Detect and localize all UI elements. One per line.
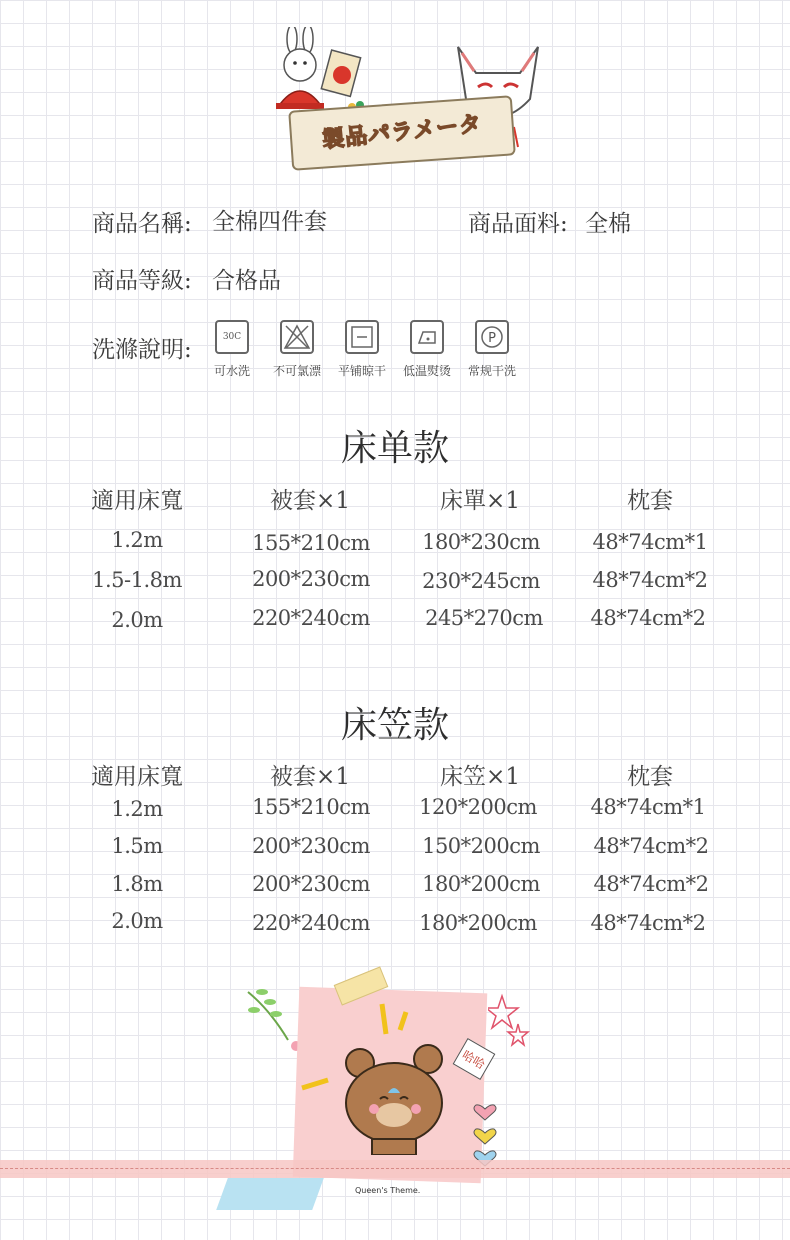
table-header: 床單×1 — [440, 488, 520, 514]
care-label: 可水洗 — [213, 364, 250, 378]
fabric-value: 全棉 — [585, 211, 631, 237]
dry-clean-letter: P — [488, 331, 496, 346]
table-cell: 180*230cm — [422, 530, 540, 554]
table-cell: 200*230cm — [252, 834, 370, 858]
table-cell: 1.2m — [111, 797, 163, 821]
table-cell: 150*200cm — [422, 834, 540, 858]
product-name-label: 商品名稱: — [92, 211, 192, 237]
banner-title: 製品パラメータ — [321, 110, 484, 154]
table-cell: 1.5m — [111, 834, 163, 858]
table-header: 適用床寬 — [91, 488, 183, 514]
wash-30c-icon — [215, 320, 249, 354]
sparkle-marks-icon — [370, 1000, 420, 1040]
care-label: 平铺晾干 — [337, 364, 386, 378]
table-header: 床笠×1 — [440, 764, 520, 790]
table-cell: 120*200cm — [419, 795, 537, 819]
table-cell: 1.2m — [111, 528, 163, 552]
blue-paper-piece — [216, 1178, 324, 1210]
dry-clean-p-icon — [475, 320, 509, 354]
grade-label: 商品等級: — [92, 268, 192, 294]
leaf-sprig-icon — [240, 980, 300, 1060]
table-cell: 180*200cm — [419, 911, 537, 935]
table-cell: 48*74cm*2 — [592, 568, 708, 592]
iron-low-icon — [410, 320, 444, 354]
table-cell: 2.0m — [111, 909, 163, 933]
table-cell: 180*200cm — [422, 872, 540, 896]
table-cell: 200*230cm — [252, 872, 370, 896]
care-label: 不可氯漂 — [272, 364, 321, 378]
table-cell: 48*74cm*2 — [593, 834, 709, 858]
sheet-section-title: 床单款 — [340, 428, 449, 469]
sparkle-marks-left-icon — [298, 1068, 338, 1098]
product-name-value: 全棉四件套 — [212, 209, 327, 235]
star-doodles-icon — [488, 992, 538, 1052]
table-cell: 230*245cm — [422, 569, 540, 593]
no-bleach-icon — [280, 320, 314, 354]
table-header: 適用床寬 — [91, 764, 183, 790]
table-cell: 155*210cm — [252, 795, 370, 819]
table-header: 枕套 — [627, 488, 673, 514]
table-cell: 2.0m — [111, 608, 163, 632]
care-label: 低温熨烫 — [402, 364, 451, 378]
dry-flat-icon — [345, 320, 379, 354]
care-label: 常规干洗 — [467, 364, 516, 378]
table-cell: 200*230cm — [252, 567, 370, 591]
dashed-stitch-line — [0, 1168, 790, 1169]
header-banner — [240, 25, 560, 165]
bear-illustration — [342, 1043, 446, 1155]
table-cell: 48*74cm*2 — [590, 911, 706, 935]
table-cell: 220*240cm — [252, 606, 370, 630]
table-cell: 48*74cm*1 — [592, 530, 708, 554]
table-cell: 245*270cm — [425, 606, 543, 630]
footer-brand-text: Queen's Theme. — [355, 1186, 421, 1195]
table-header: 枕套 — [627, 764, 673, 790]
table-cell: 48*74cm*1 — [590, 795, 706, 819]
table-cell: 155*210cm — [252, 531, 370, 555]
table-header: 被套×1 — [270, 764, 350, 790]
fitted-section-title: 床笠款 — [340, 705, 449, 746]
table-cell: 1.5-1.8m — [92, 568, 182, 592]
table-cell: 48*74cm*2 — [593, 872, 709, 896]
fabric-label: 商品面料: — [468, 211, 568, 237]
table-cell: 48*74cm*2 — [590, 606, 706, 630]
table-header: 被套×1 — [270, 488, 350, 514]
haha-tag: 哈哈 — [453, 1038, 496, 1080]
pink-stripe — [0, 1160, 790, 1178]
table-cell: 220*240cm — [252, 911, 370, 935]
grade-value: 合格品 — [212, 268, 281, 294]
wash-label: 洗滌說明: — [92, 337, 192, 363]
table-cell: 1.8m — [111, 872, 163, 896]
daruma-board-icon — [320, 45, 370, 115]
wash-temp-text: 30C — [222, 332, 242, 342]
